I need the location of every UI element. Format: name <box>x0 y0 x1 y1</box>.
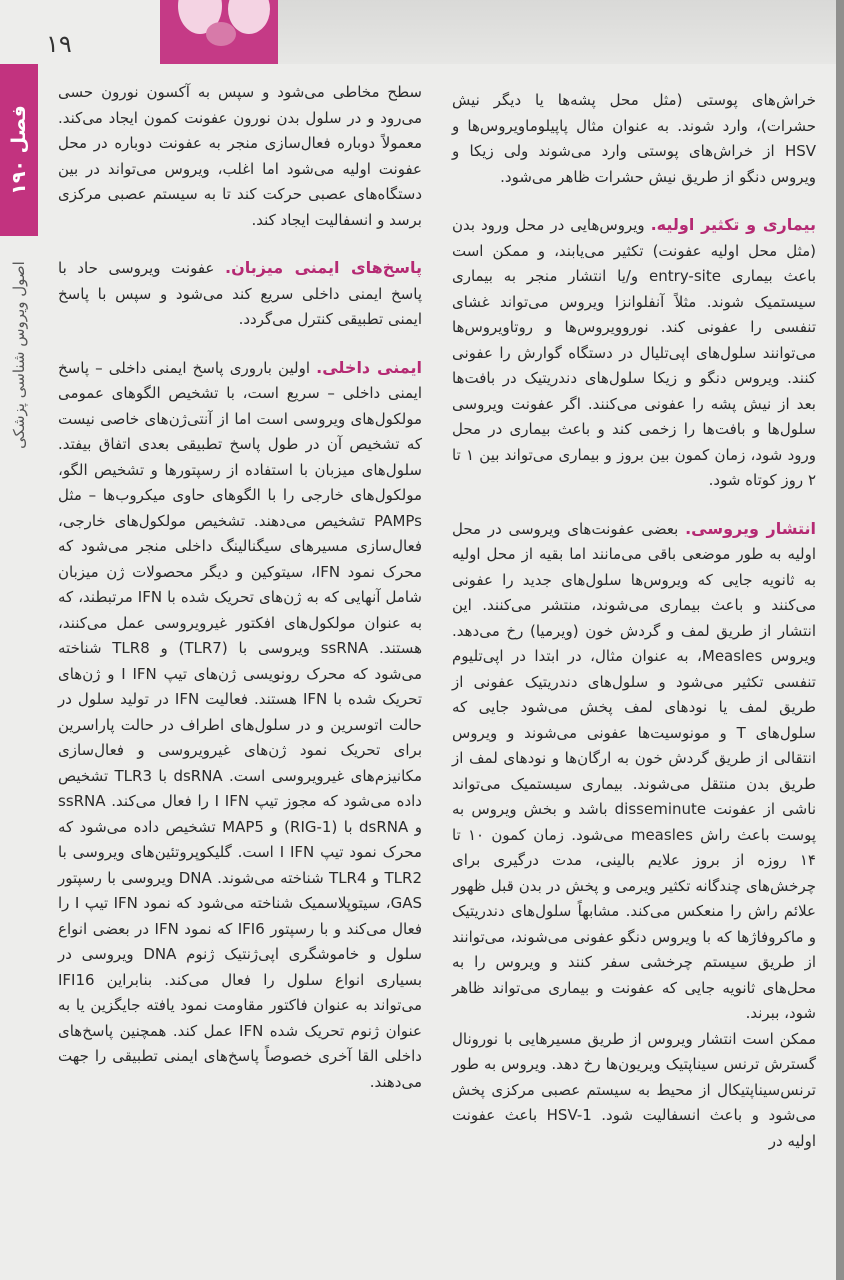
decorative-banner <box>160 0 278 64</box>
right-column <box>452 88 816 1154</box>
decorative-shape <box>206 22 236 46</box>
section-body: اولین باروری پاسخ ایمنی داخلی – پاسخ ایمنی داخلی – سریع است، با تشخیص الگوهای عمومی مولکول‌های ویروسی است اما از آنتی‌ژن‌های خاصی نیست که تشخیص آن در طول پاسخ تطبیقی بعدی اتفاق بیفتد. سلول‌های میزبان با استفاده از رسپتورها و تشخیص الگو، مولکول‌های خارجی را با الگوهای حاوی میکروب‌ها – مثل PAMPs تشخیص می‌دهند. تشخیص مولکول‌های خارجی، فعال‌سازی مسیرهای سیگنالینگ داخلی منجر می‌شود که محرک نمود IFN، سیتوکین و دیگر محصولات ژن میزبان شامل آنهایی که به ژن‌های تحریک شده با IFN مرتبطند، که به عنوان مولکول‌های افکتور غیرویروسی عمل می‌کنند، هستند. ssRNA ویروسی با (TLR7) و TLR8 شناخته می‌شود که محرک رونویسی ژن‌های تیپ I IFN و ژن‌های تحریک شده با IFN هستند. فعالیت IFN در تولید سلول در حالت اتوسرین و در سلول‌های اطراف در حالت پاراسرین برای تحریک نمود ژن‌های غیرویروسی و فعال‌سازی مکانیزم‌های غیرویروسی است. dsRNA با TLR3 تشخیص داده می‌شود که مجوز تیپ I IFN را فعال می‌کند. ssRNA و dsRNA با (RIG-1) و MAP5 تشخیص داده می‌شود که محرک نمود تیپ I IFN است. گلیکوپروتئین‌های ویروسی با TLR2 و TLR4 شناخته می‌شوند. DNA ویروسی با رسپتور GAS، سیتوپلاسمیک شناخته می‌شود که نمود IFN تیپ I را فعال می‌کند و با رسپتور IFI6 که نمود IFN در بعضی انواع سلول و خاموشگری اپی‌ژنتیک ژنوم DNA ویروسی در بسیاری انواع سلول را فعال می‌کند. بنابراین IFI16 می‌تواند به عنوان فاکتور مقاومت نمود یافته جایگزین یا به عنوان ژنوم تحریک شده IFN عمل کند. همچنین پاسخ‌های داخلی القا آخری خصوصاً پاسخ‌های ایمنی تطبیقی را جهت می‌دهند. <box>58 358 423 1091</box>
section-host-immune-response <box>58 255 422 333</box>
left-column <box>58 80 422 1095</box>
section-heading: انتشار ویروسی. <box>685 518 816 538</box>
section-heading: ایمنی داخلی. <box>316 357 422 377</box>
chapter-label: فصل ۱۹۰ <box>8 105 30 195</box>
section-heading: پاسخ‌های ایمنی میزبان. <box>225 258 422 277</box>
section-disease-primary-replication <box>452 212 816 494</box>
paragraph: ممکن است انتشار ویروس از طریق مسیرهایی با نورونال گسترش ترنس سیناپتیک ویریون‌ها رخ دهد. ویروس به طور ترنس‌سیناپتیکال از محیط به سیستم عصبی مرکزی پخش می‌شود و باعث انسفالیت شود. HSV-1 باعث عفونت اولیه در <box>452 1029 817 1150</box>
page-number: ۱۹ <box>46 30 72 58</box>
section-body: ویروس‌هایی در محل ورود بدن (مثل محل اولیه عفونت) تکثیر می‌یابند، و ممکن است باعث بیماری entry-site و/یا انتشار منجر به بیماری سیستمیک شوند. مثلاً آنفلوانزا ویروس می‌تواند غشای تنفسی را عفونی کند. نوروویروس‌ها و روتاویروس‌ها می‌توانند سلول‌های اپی‌تلیال در دستگاه گوارش را عفونی کنند. ویروس دنگو و زیکا سلول‌های دندریتیک در بافت‌ها بعد از نیش پشه را عفونی می‌کنند. اگر عفونت ویروسی سلول‌ها و بافت‌ها را زخمی کند و باعث بیماری در محل ورود شود، زمان کمون بین بروز و بیماری می‌تواند بین ۱ تا ۲ روز کوتاه شود. <box>452 216 817 489</box>
book-title: اصول ویروس شناسی پزشکی <box>10 261 28 449</box>
section-innate-immunity <box>58 355 422 1096</box>
paragraph: سطح مخاطی می‌شود و سپس به آکسون نورون حسی می‌رود و در سلول بدن نورون عفونت کمون ایجاد می‌کند. معمولاً دوباره فعال‌سازی منجر به عفونت دوباره در محل عفونت اولیه می‌شود اما اغلب، ویروس می‌تواند در بین دستگاه‌های عصبی حرکت کند تا به سیستم عصبی مرکزی برسد و انسفالیت ایجاد کند. <box>58 83 422 229</box>
section-viral-spread <box>452 516 816 1027</box>
paragraph: خراش‌های پوستی (مثل محل پشه‌ها یا دیگر نیش حشرات)، وارد شوند. به عنوان مثال پاپیلوماویروس‌ها و HSV از خراش‌های پوستی وارد می‌شوند ولی زیکا و ویروس دنگو از طریق نیش حشرات ظاهر می‌شود. <box>452 91 816 186</box>
section-body: بعضی عفونت‌های ویروسی در محل اولیه به طور موضعی باقی می‌مانند اما بقیه از محل اولیه به ثانویه جایی که ویروس‌ها سلول‌های جدید را عفونی می‌کنند و باعث بیماری می‌شوند، منتشر می‌کنند. این انتشار از طریق لمف و گردش خون (ویرمیا) رخ می‌دهد. ویروس Measles، به عنوان مثال، در ابتدا در اپی‌تلیوم تنفسی تکثیر می‌شود و سلول‌های دندریتیک عفونی از طریق لمف یا نودهای لمف پخش می‌شود جایی که سلول‌های T و مونوسیت‌ها عفونی می‌شوند و ویروس انتقالی از طریق گردش خون به ارگان‌ها و نودهای لمف از طریق بدن منتقل می‌شوند. بیماری سیستمیک می‌تواند ناشی از عفونت disseminute باشد و بخش ویروس به پوست باعث راش measles می‌شود. زمان کمون ۱۰ تا ۱۴ روزه از بروز علایم بالینی، مدت درگیری برای چرخش‌های چندگانه تکثیر ویرمی و پخش در بدن قبل ظهور علائم راش را منعکس می‌کند. مشابهاً سلول‌های دندریتیک و ماکروفاژها که با ویروس دنگو عفونی می‌شوند، می‌توانند از طریق سیستم چرخشی سفر کنند و ویروس را به محل‌های ثانویه جایی که عفونت و بیماری می‌تواند ظاهر شود، ببرند. <box>452 519 817 1022</box>
section-body: عفونت ویروسی حاد با پاسخ ایمنی داخلی سریع کند می‌شود و سپس با پاسخ ایمنی تطبیقی کنترل می‌گردد. <box>58 259 422 328</box>
section-heading: بیماری و تکثیر اولیه. <box>650 215 816 234</box>
chapter-tab <box>0 64 38 236</box>
page-top-edge <box>278 0 836 64</box>
book-title-vertical <box>2 240 36 470</box>
